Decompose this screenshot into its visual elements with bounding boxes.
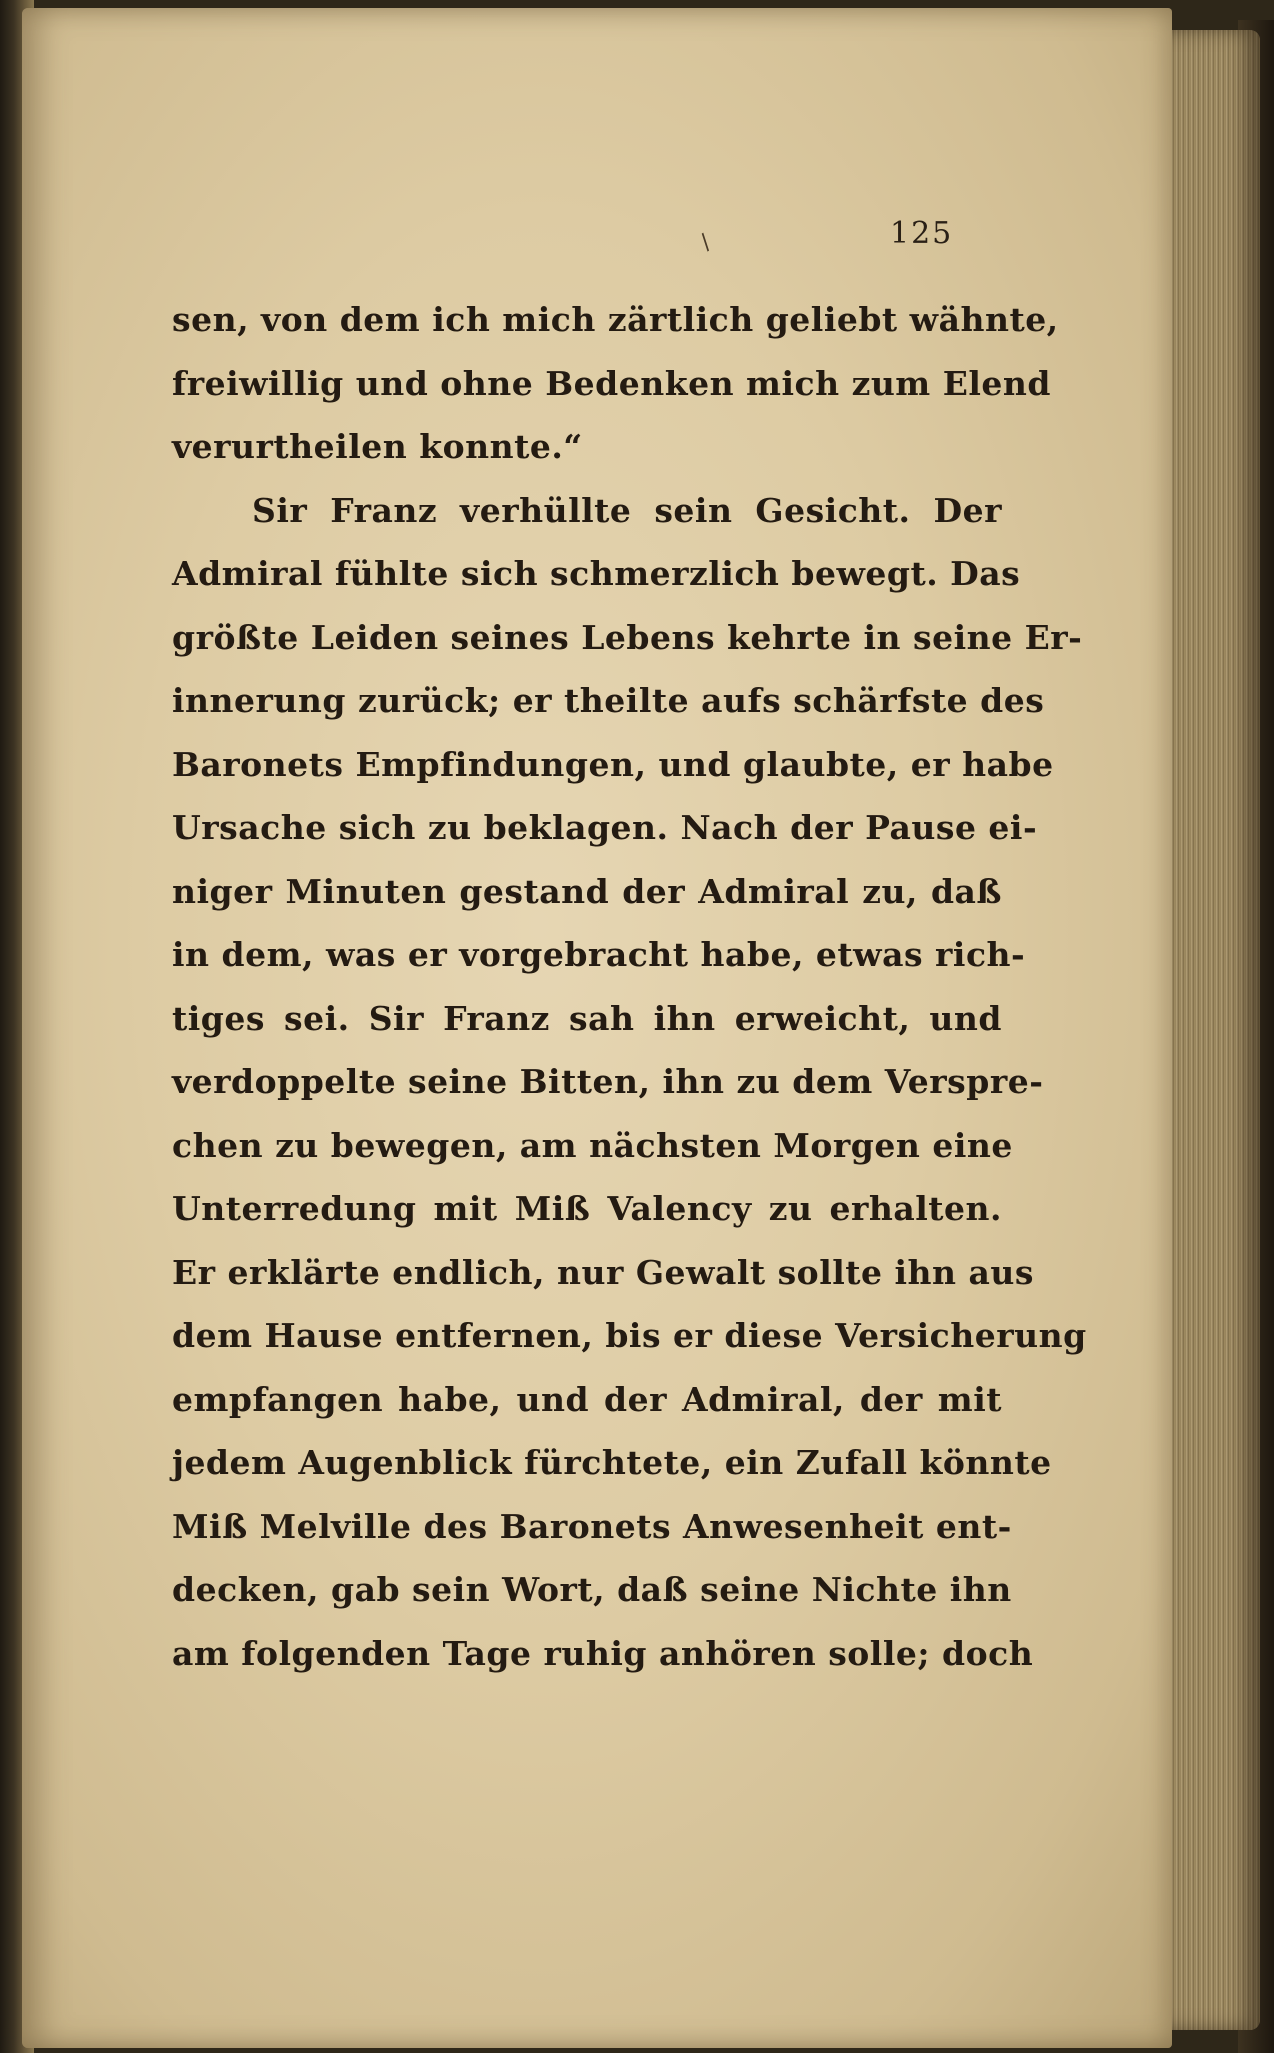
text-line: dem Hause entfernen, bis er diese Versicherung [172, 1316, 1087, 1355]
text-line: chen zu bewegen, am nächsten Morgen eine [172, 1125, 1013, 1165]
text-line: Baronets Empfindungen, und glaubte, er habe [172, 744, 1054, 784]
text-line: jedem Augenblick fürchtete, ein Zufall könnte [172, 1443, 1052, 1482]
text-line: Ursache sich zu beklagen. Nach der Pause ei- [172, 808, 1038, 847]
text-line: in dem, was er vorgebracht habe, etwas rich- [172, 935, 1026, 974]
text-line: Er erklärte endlich, nur Gewalt sollte ihn aus [172, 1252, 1034, 1292]
text-line: niger Minuten gestand der Admiral zu, daß [172, 871, 1002, 911]
text-line: innerung zurück; er theilte aufs schärfste des [172, 681, 1045, 720]
stray-ink-mark: / [695, 230, 716, 255]
text-line: am folgenden Tage ruhig anhören solle; doch [172, 1633, 1034, 1673]
text-line: Miß Melville des Baronets Anwesenheit ent- [172, 1506, 1012, 1546]
text-line: Sir Franz verhüllte sein Gesicht. Der [252, 490, 1002, 530]
text-line: größte Leiden seines Lebens kehrte in seine Er- [172, 617, 1083, 657]
body-text [172, 288, 1087, 1685]
text-line: decken, gab sein Wort, daß seine Nichte ihn [172, 1570, 1012, 1609]
text-line: verurtheilen konnte.“ [172, 427, 583, 466]
text-line: freiwillig und ohne Bedenken mich zum Elend [172, 363, 1051, 403]
page-number: 125 [890, 216, 954, 251]
text-line: sen, von dem ich mich zärtlich geliebt wähnte, [172, 300, 1059, 339]
book-page [22, 8, 1172, 2048]
text-line: tiges sei. Sir Franz sah ihn erweicht, und [172, 998, 1002, 1038]
text-line: empfangen habe, und der Admiral, der mit [172, 1379, 1002, 1419]
text-line: Admiral fühlte sich schmerzlich bewegt. Das [172, 554, 1021, 593]
text-line: Unterredung mit Miß Valency zu erhalten. [172, 1189, 1002, 1228]
text-line: verdoppelte seine Bitten, ihn zu dem Verspre- [172, 1062, 1044, 1101]
